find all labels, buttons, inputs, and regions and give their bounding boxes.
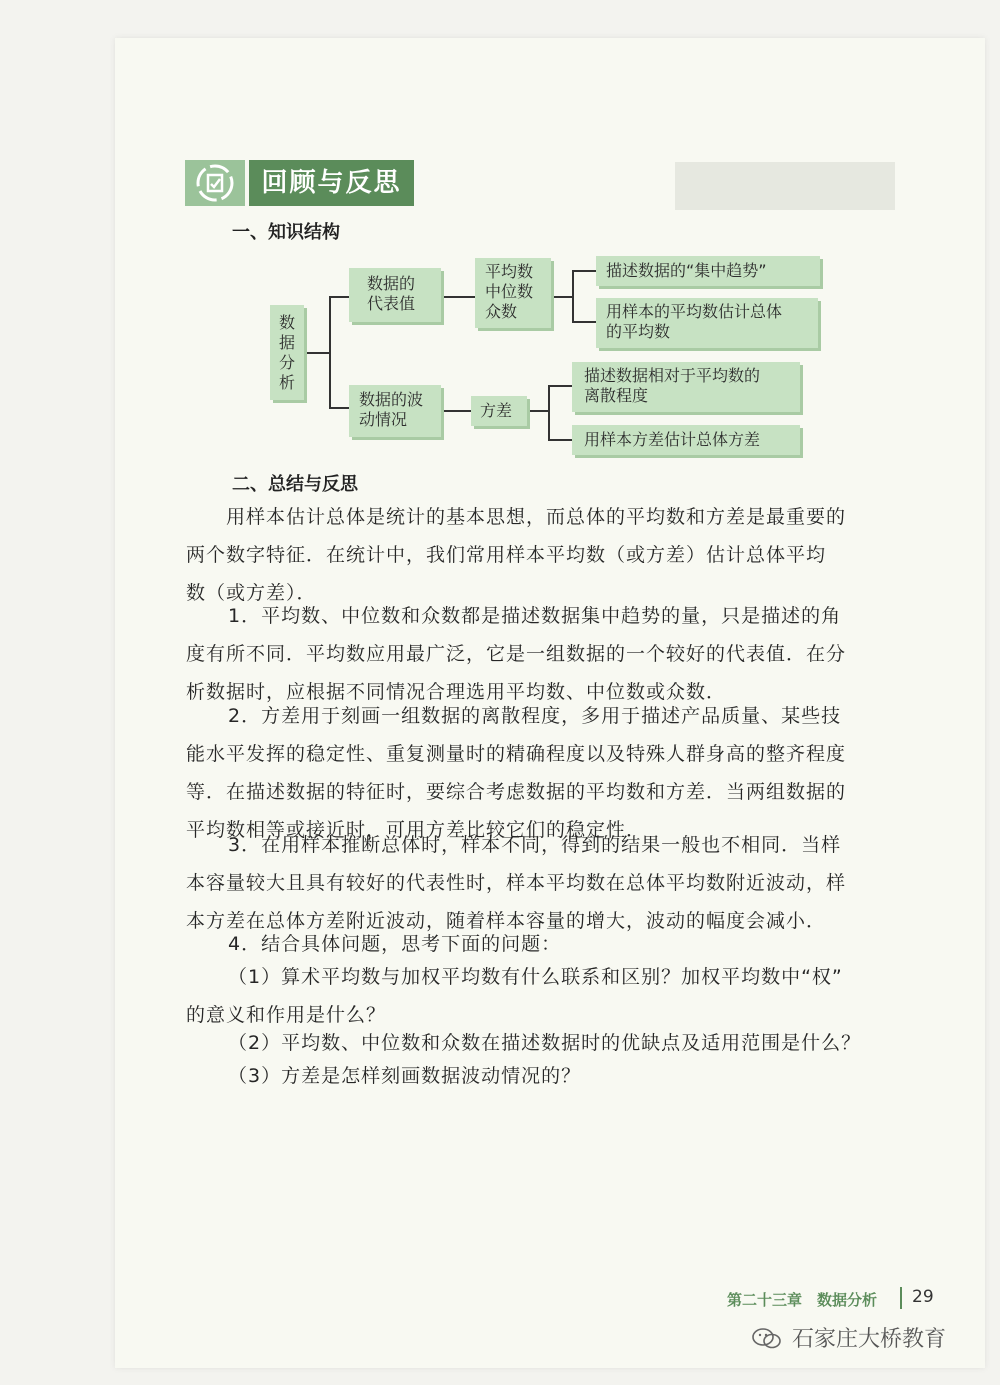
connector [552, 296, 572, 298]
connector [548, 385, 550, 440]
connector [443, 410, 471, 412]
chapter-footer: 第二十三章 数据分析 [727, 1291, 878, 1309]
connector [572, 270, 596, 272]
paragraph-point-1: 1．平均数、中位数和众数都是描述数据集中趋势的量，只是描述的角 度有所不同．平均数应用最广泛，它是一组数据的一个较好的代表值．在分 析数据时，应根据不同情况合理选用平均数、中位数或众数． [186, 605, 847, 703]
connector [572, 270, 574, 322]
paragraph-point-3: 3．在用样本推断总体时，样本不同，得到的结果一般也不相同．当样 本容量较大且具有较好的代表性时，样本平均数在总体平均数附近波动，样 本方差在总体方差附近波动，随着样本容量的增大，波动的幅度会减小． [186, 834, 847, 932]
connector [329, 407, 349, 409]
review-icon [185, 160, 245, 206]
bleed-through-banner [675, 162, 895, 210]
paragraph-intro: 用样本估计总体是统计的基本思想，而总体的平均数和方差是最重要的 两个数字特征．在统计中，我们常用样本平均数（或方差）估计总体平均 数（或方差）． [186, 506, 847, 604]
node-central-measures: 平均数 中位数 众数 [475, 258, 551, 328]
connector [528, 410, 548, 412]
connector [305, 352, 329, 354]
wechat-icon [752, 1326, 782, 1352]
paragraph-point-4: 4．结合具体问题，思考下面的问题： [228, 933, 562, 955]
question-3: （3）方差是怎样刻画数据波动情况的？ [228, 1065, 582, 1087]
paragraph-point-2: 2．方差用于刻画一组数据的离散程度，多用于描述产品质量、某些技 能水平发挥的稳定性、重复测量时的精确程度以及特殊人群身高的整齐程度 等．在描述数据的特征时，要综合考虑数据的平均数和方差．当两组数据的 平均数相等或接近时，可用方差比较它们的稳定性． [186, 705, 847, 841]
watermark-text: 石家庄大桥教育 [792, 1327, 947, 1352]
node-fluctuation: 数据的波 动情况 [349, 385, 441, 437]
connector [329, 296, 349, 298]
section-heading-summary: 二、总结与反思 [232, 474, 358, 495]
node-leaf-dispersion: 描述数据相对于平均数的 离散程度 [572, 362, 800, 412]
connector [572, 321, 596, 323]
connector [548, 439, 572, 441]
connector [329, 296, 331, 408]
connector [443, 296, 475, 298]
footer-divider [900, 1287, 902, 1309]
node-root: 数 据 分 析 [270, 305, 304, 400]
node-leaf-estimate-mean: 用样本的平均数估计总体 的平均数 [596, 298, 818, 348]
section-heading-structure: 一、知识结构 [232, 222, 340, 243]
page-title: 回顾与反思 [249, 160, 414, 206]
question-2: （2）平均数、中位数和众数在描述数据时的优缺点及适用范围是什么？ [228, 1032, 862, 1054]
question-1: （1）算术平均数与加权平均数有什么联系和区别？加权平均数中“权” 的意义和作用是什么？ [186, 966, 843, 1026]
node-leaf-central-tendency: 描述数据的“集中趋势” [596, 256, 820, 286]
node-variance: 方差 [471, 396, 527, 426]
node-leaf-estimate-variance: 用样本方差估计总体方差 [572, 425, 800, 455]
page-number: 29 [912, 1287, 934, 1307]
connector [548, 385, 572, 387]
node-representative-value: 数据的 代表值 [349, 268, 441, 322]
